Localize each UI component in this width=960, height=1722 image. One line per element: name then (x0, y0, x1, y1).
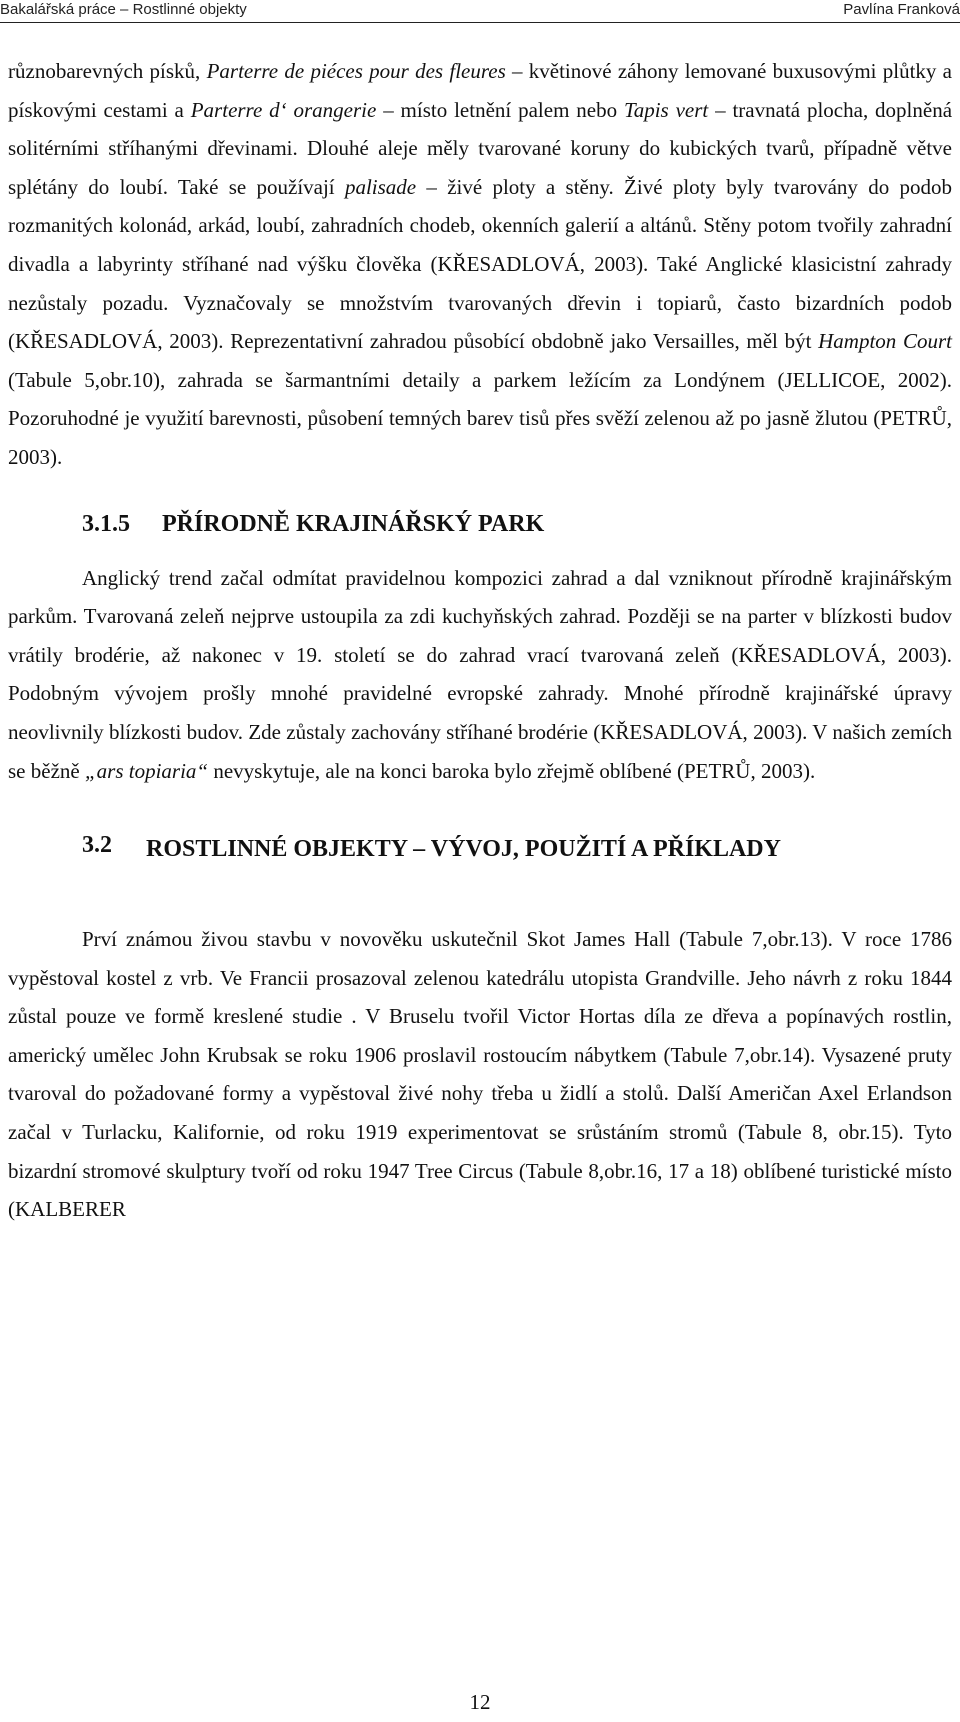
section-number: 3.1.5 (82, 510, 130, 537)
italic-term: Parterre de piéces pour des fleures (206, 59, 506, 83)
text-run: Prví známou živou stavbu v novověku uskutečnil Skot James Hall (Tabule 7,obr.13). V roce 1786 vypěstoval kostel z vrb. Ve Francii prosazoval zelenou katedrálu utopista Grandville. Jeho návrh z roku 1844 zůstal pouze ve formě kreslené studie . V Bruselu tvořil Victor Hortas díla ze dřeva a popínavých rostlin, americký umělec John Krubsak se roku 1906 proslavil rostoucím nábytkem (Tabule 7,obr.14). Vysazené pruty tvaroval do požadované formy a vypěstoval živé nohy třeba u židlí a stolů. Další Američan Axel Erlandson začal v Turlacku, Kalifornie, od roku 1919 experimentovat se srůstáním stromů (Tabule 8, obr.15). Tyto bizardní stromové skulptury tvoří od roku 1947 Tree Circus (Tabule 8,obr.16, 17 a 18) oblíbené turistické místo (KALBERER (8, 927, 952, 1222)
paragraph-baroque-gardens (8, 52, 952, 477)
header-thesis-title: Bakalářská práce – Rostlinné objekty (0, 1, 247, 18)
text-run: – travnatá plocha, doplněná solitérními stříhanými dřevinami. Dlouhé aleje měly tvarované koruny do kubických tvarů, případně větve splétány do loubí. Také se používají (8, 97, 953, 199)
paragraph-landscape-park (8, 559, 952, 791)
italic-term: palisade (344, 174, 417, 199)
text-run: různobarevných písků, (8, 59, 207, 83)
text-run: – místo letnění palem nebo (376, 97, 624, 122)
italic-term: Hampton Court (818, 329, 952, 354)
section-title: PŘÍRODNĚ KRAJINÁŘSKÝ PARK (162, 510, 545, 537)
text-run: Anglický trend začal odmítat pravidelnou kompozici zahrad a dal vzniknout přírodně krajinářským parkům. Tvarovaná zeleň nejprve ustoupila za zdi kuchyňských zahrad. Později se na parter v blízkosti budov vrátily brodérie, až nakonec v 19. století se do zahrad vrací tvarovaná zeleň (KŘESADLOVÁ, 2003). Podobným vývojem prošly mnohé pravidelné evropské zahrady. Mnohé přírodně krajinářské úpravy neovlivnily blízkosti budov. Zde zůstaly zachovány stříhané brodérie (KŘESADLOVÁ, 2003). V našich zemích se běžně (8, 565, 952, 783)
text-run: nevyskytuje, ale na konci baroka bylo zřejmě oblíbené (PETRŮ, 2003). (208, 758, 816, 783)
page-header (0, 0, 960, 22)
header-divider (0, 22, 960, 23)
page-body (8, 52, 952, 1229)
section-heading-3-2 (8, 820, 952, 920)
section-heading-3-1-5 (8, 503, 952, 559)
header-author: Pavlína Franková (843, 1, 960, 18)
paragraph-plant-objects (8, 920, 952, 1229)
page-number: 12 (469, 1690, 491, 1714)
text-run: – živé ploty a stěny. Živé ploty byly tvarovány do podob rozmanitých kolonád, arkád, loubí, zahradních chodeb, okenních galerií a altánů. Stěny potom tvořily zahradní divadla a labyrinty stříhané nad výšku člověka (KŘESADLOVÁ, 2003). Také Anglické klasicistní zahrady nezůstaly pozadu. Vyznačovaly se množstvím tvarovaných dřevin i topiarů, často bizardních podob (KŘESADLOVÁ, 2003). Reprezentativní zahradou působící obdobně jako Versailles, měl být (8, 174, 952, 354)
italic-term: Parterre d‘ orangerie (190, 97, 377, 122)
italic-term: Tapis vert (623, 97, 709, 122)
section-title: ROSTLINNÉ OBJEKTY – VÝVOJ, POUŽITÍ A PŘÍKLADY (146, 836, 781, 863)
italic-term: „ars topiaria“ (84, 758, 209, 783)
text-run: – květinové záhony lemované buxusovými plůtky a pískovými cestami a (8, 59, 953, 122)
text-run: (Tabule 5,obr.10), zahrada se šarmantními detaily a parkem ležícím za Londýnem (JELLICOE, 2002). Pozoruhodné je využití barevnosti, působení temných barev tisů přes svěží zelenou až po jasně žlutou (PETRŮ, 2003). (8, 367, 952, 469)
section-number: 3.2 (82, 832, 112, 859)
